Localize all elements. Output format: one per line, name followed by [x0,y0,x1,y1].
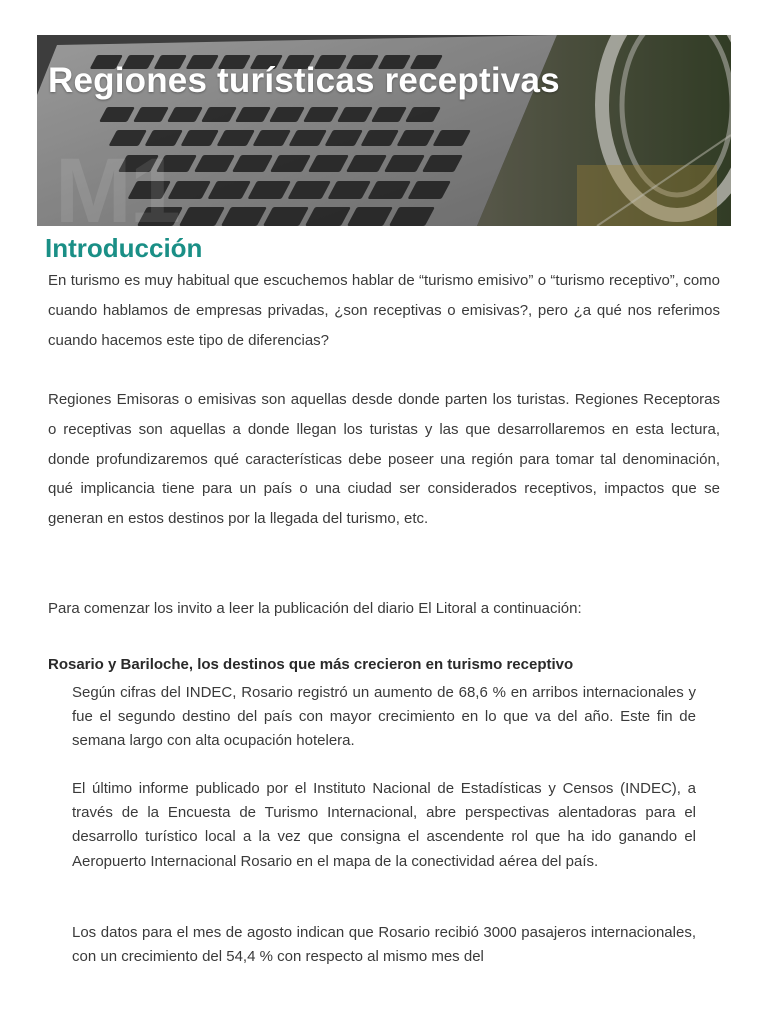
intro-paragraph: En turismo es muy habitual que escuchemos hablar de “turismo emisivo” o “turismo receptivo”, como cuando hablamos de empresas privadas, ¿son receptivas o emisivas?, pero ¿a qué nos referimos cuando hacemos este tipo de diferencias? [48,272,720,349]
section-heading: Introducción [45,233,203,263]
intro-paragraph: Para comenzar los invito a leer la publicación del diario El Litoral a continuación: [48,600,582,617]
page-title: Regiones turísticas receptivas [48,61,560,100]
intro-paragraph: Regiones Emisoras o emisivas son aquellas desde donde parten los turistas. Regiones Receptoras o receptivas son aquellas a donde llegan los turistas y las que desarrollaremos en esta lectura, donde profundizaremos qué características debe poseer una región para tomar tal denominación, qué implicancia tiene para un país o una ciudad ser considerados receptivos, impactos que se generan en estos destinos por la llegada del turismo, etc. [48,391,720,528]
article-paragraph: El último informe publicado por el Instituto Nacional de Estadísticas y Censos (INDEC), a través de la Encuesta de Turismo Internacional, abre perspectivas alentadoras para el desarrollo turístico local a la vez que consigna el ascendente rol que ha ido ganando el Aeropuerto Internacional Rosario en el mapa de la conectividad aérea del país. [72,780,696,870]
article-title: Rosario y Bariloche, los destinos que más crecieron en turismo receptivo [48,656,574,673]
header-banner [37,35,731,226]
module-code-watermark: M1 [55,140,179,226]
article-paragraph: Según cifras del INDEC, Rosario registró un aumento de 68,6 % en arribos internacionales y fue el segundo destino del país con mayor crecimiento en lo que va del año. Este fin de semana largo con alta ocupación hotelera. [72,684,696,750]
article-paragraph: Los datos para el mes de agosto indican que Rosario recibió 3000 pasajeros internacionales, con un crecimiento del 54,4 % con respecto al mismo mes del [72,924,696,966]
